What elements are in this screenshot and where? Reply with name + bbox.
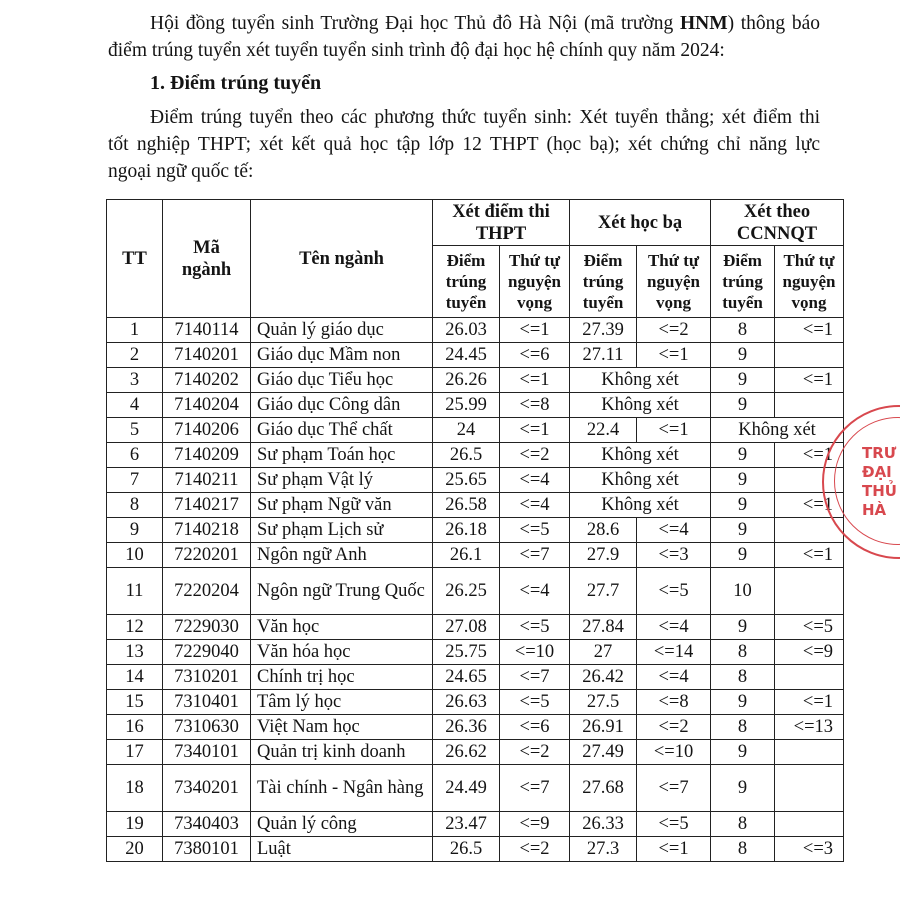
cell-thpt-order: <=8 bbox=[500, 393, 570, 418]
cell-ccnnqt-score: 9 bbox=[711, 518, 775, 543]
cell-name: Luật bbox=[251, 837, 433, 862]
cell-thpt-order: <=1 bbox=[500, 368, 570, 393]
cell-code: 7140211 bbox=[163, 468, 251, 493]
cell-hocba-score: 27.84 bbox=[570, 615, 637, 640]
cell-ccnnqt-merged: Không xét bbox=[711, 418, 844, 443]
cell-hocba-order: <=4 bbox=[637, 615, 711, 640]
cell-hocba-score: 26.33 bbox=[570, 812, 637, 837]
cell-ccnnqt-order: <=1 bbox=[775, 443, 844, 468]
cell-ccnnqt-order: <=1 bbox=[775, 690, 844, 715]
table-body bbox=[107, 318, 844, 862]
cell-code: 7229030 bbox=[163, 615, 251, 640]
cell-thpt-score: 26.25 bbox=[433, 568, 500, 615]
cell-thpt-score: 26.36 bbox=[433, 715, 500, 740]
cell-tt: 14 bbox=[107, 665, 163, 690]
cell-hocba-order: <=4 bbox=[637, 665, 711, 690]
cell-code: 7140218 bbox=[163, 518, 251, 543]
cell-tt: 7 bbox=[107, 468, 163, 493]
cell-ccnnqt-score: 8 bbox=[711, 640, 775, 665]
cell-name: Giáo dục Tiểu học bbox=[251, 368, 433, 393]
cell-hocba-order: <=2 bbox=[637, 318, 711, 343]
cell-code: 7340403 bbox=[163, 812, 251, 837]
cell-thpt-score: 26.5 bbox=[433, 837, 500, 862]
cell-ccnnqt-order bbox=[775, 343, 844, 368]
cell-tt: 13 bbox=[107, 640, 163, 665]
cell-code: 7310201 bbox=[163, 665, 251, 690]
cell-tt: 6 bbox=[107, 443, 163, 468]
header-ccnnqt: Xét theo CCNNQT bbox=[711, 200, 844, 246]
table-row bbox=[107, 343, 844, 368]
cell-thpt-score: 24.49 bbox=[433, 765, 500, 812]
intro-text-start: Hội đồng tuyển sinh Trường Đại học Thủ đô Hà Nội (mã trường bbox=[150, 13, 680, 34]
cell-code: 7140202 bbox=[163, 368, 251, 393]
cell-hocba-merged: Không xét bbox=[570, 368, 711, 393]
cell-thpt-score: 23.47 bbox=[433, 812, 500, 837]
cell-hocba-score: 27.3 bbox=[570, 837, 637, 862]
cell-ccnnqt-score: 9 bbox=[711, 368, 775, 393]
cell-hocba-score: 27 bbox=[570, 640, 637, 665]
cell-ccnnqt-score: 10 bbox=[711, 568, 775, 615]
cell-tt: 10 bbox=[107, 543, 163, 568]
cell-name: Chính trị học bbox=[251, 665, 433, 690]
cell-ccnnqt-score: 8 bbox=[711, 837, 775, 862]
cell-thpt-order: <=4 bbox=[500, 493, 570, 518]
header-score: Điểm trúng tuyển bbox=[570, 246, 637, 318]
cell-tt: 4 bbox=[107, 393, 163, 418]
cell-thpt-order: <=2 bbox=[500, 443, 570, 468]
cell-name: Việt Nam học bbox=[251, 715, 433, 740]
cell-thpt-order: <=2 bbox=[500, 740, 570, 765]
cell-ccnnqt-score: 8 bbox=[711, 715, 775, 740]
cell-ccnnqt-order bbox=[775, 812, 844, 837]
cell-hocba-score: 27.5 bbox=[570, 690, 637, 715]
cell-name: Giáo dục Thể chất bbox=[251, 418, 433, 443]
seal-text: TRƯ bbox=[862, 444, 897, 462]
cell-thpt-score: 24.65 bbox=[433, 665, 500, 690]
cell-tt: 16 bbox=[107, 715, 163, 740]
cell-ccnnqt-score: 9 bbox=[711, 343, 775, 368]
seal-inner-ring bbox=[834, 417, 900, 545]
cell-code: 7220201 bbox=[163, 543, 251, 568]
cell-ccnnqt-score: 9 bbox=[711, 740, 775, 765]
cell-thpt-score: 26.62 bbox=[433, 740, 500, 765]
cell-thpt-score: 26.1 bbox=[433, 543, 500, 568]
cell-thpt-score: 25.99 bbox=[433, 393, 500, 418]
cell-tt: 17 bbox=[107, 740, 163, 765]
cell-name: Ngôn ngữ Anh bbox=[251, 543, 433, 568]
cell-name: Ngôn ngữ Trung Quốc bbox=[251, 568, 433, 615]
cell-code: 7220204 bbox=[163, 568, 251, 615]
cell-ccnnqt-order bbox=[775, 568, 844, 615]
cell-thpt-score: 24 bbox=[433, 418, 500, 443]
cell-code: 7340101 bbox=[163, 740, 251, 765]
cell-hocba-score: 27.39 bbox=[570, 318, 637, 343]
cell-ccnnqt-order: <=1 bbox=[775, 493, 844, 518]
cell-ccnnqt-score: 9 bbox=[711, 615, 775, 640]
cell-ccnnqt-score: 8 bbox=[711, 318, 775, 343]
table-row bbox=[107, 715, 844, 740]
cell-code: 7140206 bbox=[163, 418, 251, 443]
cell-hocba-order: <=3 bbox=[637, 543, 711, 568]
header-thpt: Xét điểm thi THPT bbox=[433, 200, 570, 246]
cell-thpt-score: 25.65 bbox=[433, 468, 500, 493]
cell-thpt-score: 25.75 bbox=[433, 640, 500, 665]
cell-hocba-score: 26.42 bbox=[570, 665, 637, 690]
table-row bbox=[107, 568, 844, 615]
table-row bbox=[107, 665, 844, 690]
section-line: tốt nghiệp THPT; xét kết quả học tập lớp 12 THPT (học bạ); xét chứng chỉ năng lực bbox=[108, 134, 820, 155]
cell-thpt-order: <=7 bbox=[500, 665, 570, 690]
section-heading: 1. Điểm trúng tuyển bbox=[150, 72, 322, 94]
cell-tt: 19 bbox=[107, 812, 163, 837]
header-code: Mã ngành bbox=[163, 200, 251, 318]
school-code: HNM bbox=[679, 13, 728, 34]
section-paragraph bbox=[108, 104, 820, 185]
section-line: Điểm trúng tuyển theo các phương thức tuyển sinh: Xét tuyển thẳng; xét điểm thi bbox=[150, 107, 820, 128]
cell-name: Sư phạm Lịch sử bbox=[251, 518, 433, 543]
cell-hocba-order: <=1 bbox=[637, 418, 711, 443]
cell-hocba-score: 27.7 bbox=[570, 568, 637, 615]
table-row bbox=[107, 368, 844, 393]
cell-hocba-merged: Không xét bbox=[570, 393, 711, 418]
cell-ccnnqt-score: 8 bbox=[711, 812, 775, 837]
header-hocba: Xét học bạ bbox=[570, 200, 711, 246]
cell-thpt-order: <=4 bbox=[500, 568, 570, 615]
cell-tt: 9 bbox=[107, 518, 163, 543]
cell-ccnnqt-score: 9 bbox=[711, 393, 775, 418]
cell-tt: 1 bbox=[107, 318, 163, 343]
table-row bbox=[107, 690, 844, 715]
header-score: Điểm trúng tuyển bbox=[711, 246, 775, 318]
cell-thpt-score: 27.08 bbox=[433, 615, 500, 640]
intro-paragraph bbox=[108, 10, 820, 64]
cell-thpt-order: <=4 bbox=[500, 468, 570, 493]
cell-ccnnqt-order bbox=[775, 765, 844, 812]
header-name: Tên ngành bbox=[251, 200, 433, 318]
cell-hocba-order: <=10 bbox=[637, 740, 711, 765]
cell-hocba-order: <=1 bbox=[637, 837, 711, 862]
cell-name: Quản lý công bbox=[251, 812, 433, 837]
table-row bbox=[107, 493, 844, 518]
cell-thpt-score: 26.18 bbox=[433, 518, 500, 543]
cell-thpt-order: <=1 bbox=[500, 318, 570, 343]
cell-tt: 12 bbox=[107, 615, 163, 640]
cell-tt: 3 bbox=[107, 368, 163, 393]
cell-name: Tài chính - Ngân hàng bbox=[251, 765, 433, 812]
table-row bbox=[107, 615, 844, 640]
cell-ccnnqt-order: <=3 bbox=[775, 837, 844, 862]
cell-code: 7310630 bbox=[163, 715, 251, 740]
table-row bbox=[107, 318, 844, 343]
cell-tt: 11 bbox=[107, 568, 163, 615]
table-row bbox=[107, 468, 844, 493]
cell-name: Sư phạm Ngữ văn bbox=[251, 493, 433, 518]
cell-code: 7310401 bbox=[163, 690, 251, 715]
cell-hocba-score: 27.11 bbox=[570, 343, 637, 368]
cell-thpt-order: <=2 bbox=[500, 837, 570, 862]
cell-hocba-score: 27.68 bbox=[570, 765, 637, 812]
cell-thpt-score: 26.26 bbox=[433, 368, 500, 393]
cell-thpt-order: <=1 bbox=[500, 418, 570, 443]
cell-hocba-order: <=14 bbox=[637, 640, 711, 665]
cell-ccnnqt-score: 9 bbox=[711, 443, 775, 468]
cell-tt: 5 bbox=[107, 418, 163, 443]
cell-hocba-merged: Không xét bbox=[570, 468, 711, 493]
table-row bbox=[107, 812, 844, 837]
table-row bbox=[107, 443, 844, 468]
table-row bbox=[107, 393, 844, 418]
cell-ccnnqt-order: <=1 bbox=[775, 318, 844, 343]
cell-hocba-score: 22.4 bbox=[570, 418, 637, 443]
cell-name: Sư phạm Toán học bbox=[251, 443, 433, 468]
cell-name: Quản trị kinh doanh bbox=[251, 740, 433, 765]
cell-thpt-order: <=5 bbox=[500, 690, 570, 715]
cell-thpt-score: 24.45 bbox=[433, 343, 500, 368]
cell-thpt-score: 26.63 bbox=[433, 690, 500, 715]
cell-hocba-score: 27.9 bbox=[570, 543, 637, 568]
cell-thpt-score: 26.5 bbox=[433, 443, 500, 468]
cell-thpt-score: 26.58 bbox=[433, 493, 500, 518]
cell-code: 7140209 bbox=[163, 443, 251, 468]
cell-hocba-order: <=2 bbox=[637, 715, 711, 740]
table-row bbox=[107, 418, 844, 443]
intro-text-end: ) thông báo điểm trúng tuyển xét tuyển tuyển sinh trình độ đại học hệ chính quy năm 2024: bbox=[108, 13, 820, 61]
cell-ccnnqt-order: <=5 bbox=[775, 615, 844, 640]
seal-text: THỦ bbox=[862, 482, 897, 500]
cell-thpt-order: <=7 bbox=[500, 765, 570, 812]
table-row bbox=[107, 543, 844, 568]
cell-code: 7140217 bbox=[163, 493, 251, 518]
cell-thpt-order: <=9 bbox=[500, 812, 570, 837]
cell-name: Quản lý giáo dục bbox=[251, 318, 433, 343]
cell-ccnnqt-order bbox=[775, 740, 844, 765]
cell-thpt-order: <=6 bbox=[500, 343, 570, 368]
cell-name: Giáo dục Công dân bbox=[251, 393, 433, 418]
seal-text: ĐẠI bbox=[862, 463, 892, 481]
section-line: ngoại ngữ quốc tế: bbox=[108, 161, 254, 182]
cell-code: 7229040 bbox=[163, 640, 251, 665]
cell-thpt-order: <=5 bbox=[500, 518, 570, 543]
cell-hocba-order: <=8 bbox=[637, 690, 711, 715]
cell-tt: 20 bbox=[107, 837, 163, 862]
cell-thpt-score: 26.03 bbox=[433, 318, 500, 343]
cell-code: 7140114 bbox=[163, 318, 251, 343]
cell-ccnnqt-score: 9 bbox=[711, 765, 775, 812]
cell-ccnnqt-score: 9 bbox=[711, 493, 775, 518]
header-order: Thứ tự nguyện vọng bbox=[775, 246, 844, 318]
table-row bbox=[107, 518, 844, 543]
cell-name: Sư phạm Vật lý bbox=[251, 468, 433, 493]
cell-thpt-order: <=10 bbox=[500, 640, 570, 665]
cell-tt: 15 bbox=[107, 690, 163, 715]
seal-text: HÀ bbox=[862, 501, 887, 519]
cell-code: 7140204 bbox=[163, 393, 251, 418]
cell-hocba-score: 28.6 bbox=[570, 518, 637, 543]
cell-name: Tâm lý học bbox=[251, 690, 433, 715]
header-tt: TT bbox=[107, 200, 163, 318]
cell-ccnnqt-score: 9 bbox=[711, 543, 775, 568]
cell-hocba-order: <=4 bbox=[637, 518, 711, 543]
cell-ccnnqt-order: <=1 bbox=[775, 368, 844, 393]
cell-name: Văn học bbox=[251, 615, 433, 640]
table-row bbox=[107, 837, 844, 862]
cell-ccnnqt-order bbox=[775, 665, 844, 690]
header-order: Thứ tự nguyện vọng bbox=[637, 246, 711, 318]
cell-ccnnqt-order: <=1 bbox=[775, 543, 844, 568]
cell-hocba-merged: Không xét bbox=[570, 443, 711, 468]
table-row bbox=[107, 765, 844, 812]
cell-ccnnqt-order: <=9 bbox=[775, 640, 844, 665]
table-row bbox=[107, 740, 844, 765]
cell-name: Giáo dục Mầm non bbox=[251, 343, 433, 368]
cell-hocba-order: <=5 bbox=[637, 812, 711, 837]
header-order: Thứ tự nguyện vọng bbox=[500, 246, 570, 318]
cell-thpt-order: <=5 bbox=[500, 615, 570, 640]
cell-hocba-score: 26.91 bbox=[570, 715, 637, 740]
cell-hocba-merged: Không xét bbox=[570, 493, 711, 518]
cell-ccnnqt-score: 8 bbox=[711, 665, 775, 690]
cell-ccnnqt-order bbox=[775, 393, 844, 418]
cell-hocba-order: <=7 bbox=[637, 765, 711, 812]
cell-name: Văn hóa học bbox=[251, 640, 433, 665]
cell-ccnnqt-score: 9 bbox=[711, 690, 775, 715]
cell-ccnnqt-order: <=13 bbox=[775, 715, 844, 740]
cell-code: 7340201 bbox=[163, 765, 251, 812]
cell-tt: 2 bbox=[107, 343, 163, 368]
cell-code: 7380101 bbox=[163, 837, 251, 862]
cell-ccnnqt-score: 9 bbox=[711, 468, 775, 493]
cell-thpt-order: <=7 bbox=[500, 543, 570, 568]
cell-tt: 18 bbox=[107, 765, 163, 812]
header-score: Điểm trúng tuyển bbox=[433, 246, 500, 318]
cell-hocba-order: <=5 bbox=[637, 568, 711, 615]
admission-scores-table bbox=[106, 199, 844, 862]
cell-code: 7140201 bbox=[163, 343, 251, 368]
cell-thpt-order: <=6 bbox=[500, 715, 570, 740]
table-row bbox=[107, 640, 844, 665]
cell-hocba-score: 27.49 bbox=[570, 740, 637, 765]
cell-tt: 8 bbox=[107, 493, 163, 518]
cell-hocba-order: <=1 bbox=[637, 343, 711, 368]
